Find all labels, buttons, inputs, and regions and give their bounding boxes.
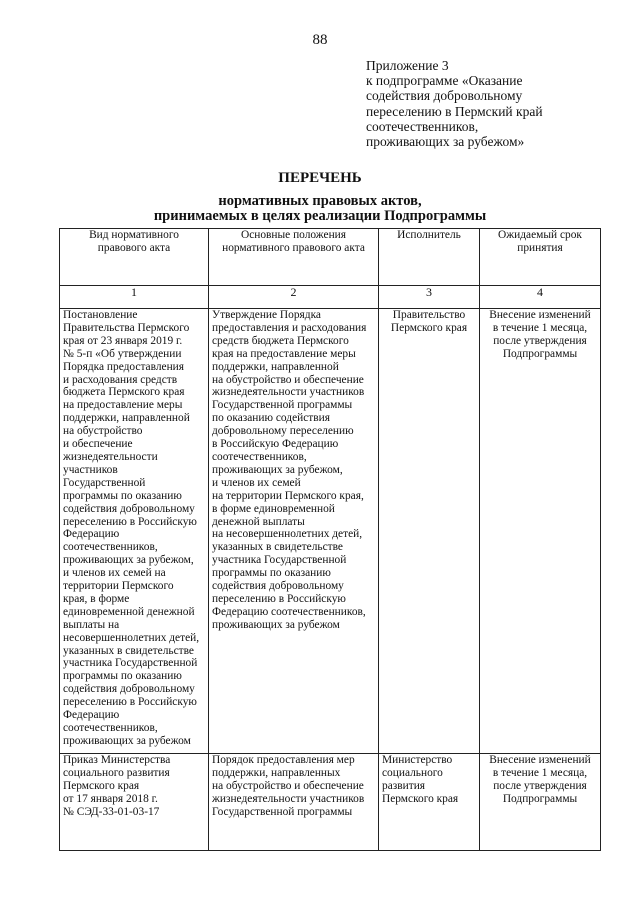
appendix-line: к подпрограмме «Оказание	[366, 73, 523, 89]
cell-deadline	[480, 754, 601, 851]
header-provisions	[209, 229, 379, 286]
cell-line: жизнедеятельности участников	[212, 792, 365, 805]
cell-line: Внесение изменений	[489, 309, 591, 321]
cell-line: проживающих за рубежом,	[212, 463, 343, 476]
table-row	[60, 754, 601, 851]
heading-title: ПЕРЕЧЕНЬ	[278, 170, 362, 186]
cell-act-type	[60, 754, 209, 851]
header-executor	[379, 229, 480, 286]
cell-line: социального развития	[63, 766, 170, 779]
cell-line: и расходования средств	[63, 373, 178, 386]
header-act-type	[60, 229, 209, 286]
cell-line: денежной выплаты	[212, 515, 305, 528]
cell-line: после утверждения	[493, 779, 587, 792]
cell-line: Федерацию	[63, 709, 120, 722]
cell-line: принятия	[517, 241, 563, 254]
appendix-line: переселению в Пермский край	[366, 103, 543, 119]
cell-line: социального	[382, 766, 443, 779]
cell-line: содействия добровольному	[212, 580, 344, 593]
cell-line: на предоставление меры	[63, 399, 183, 412]
cell-line: от 17 января 2018 г.	[63, 792, 158, 805]
column-number: 4	[480, 286, 601, 309]
table-header-row	[60, 229, 601, 286]
cell-line: и обеспечение	[63, 438, 133, 451]
appendix-line: Приложение 3	[366, 58, 449, 73]
cell-line: Государственной программы	[212, 399, 353, 412]
cell-line: участника Государственной	[63, 657, 198, 670]
cell-line: в течение 1 месяца,	[492, 766, 588, 779]
cell-line: соотечественников,	[63, 722, 158, 734]
cell-line: проживающих за рубежом,	[63, 554, 194, 567]
cell-line: на обустройство и обеспечение	[212, 373, 364, 386]
cell-line: № 5-п «Об утверждении	[63, 347, 182, 360]
cell-line: переселению в Российскую	[212, 592, 346, 605]
cell-line: содействия добровольному	[63, 502, 195, 515]
cell-line: по оказанию содействия	[212, 412, 330, 425]
cell-line: участников	[63, 463, 118, 476]
cell-line: программы по оказанию	[212, 567, 331, 580]
column-number-row	[60, 286, 601, 309]
cell-line: на территории Пермского края,	[212, 489, 364, 502]
cell-line: жизнедеятельности	[63, 450, 158, 463]
cell-line: соотечественников,	[63, 541, 158, 554]
cell-line: Вид нормативного	[89, 229, 179, 241]
cell-line: поддержки, направленной	[63, 412, 190, 425]
cell-line: развития	[382, 779, 426, 792]
cell-line: после утверждения	[493, 334, 587, 347]
cell-line: средств бюджета Пермского	[212, 334, 349, 347]
cell-line: добровольному переселению	[212, 425, 354, 438]
cell-line: Внесение изменений	[489, 754, 591, 766]
appendix-note	[366, 58, 616, 149]
cell-line: № СЭД-33-01-03-17	[63, 805, 160, 818]
cell-line: края на предоставление меры	[212, 347, 356, 360]
cell-line: Подпрограммы	[502, 792, 578, 805]
cell-line: несовершеннолетних детей,	[63, 631, 200, 644]
cell-line: Порядок предоставления мер	[212, 754, 355, 766]
cell-line: выплаты на	[63, 618, 120, 631]
cell-provisions	[209, 754, 379, 851]
cell-line: жизнедеятельности участников	[212, 386, 365, 399]
cell-executor	[379, 754, 480, 851]
cell-provisions	[209, 309, 379, 754]
cell-line: поддержки, направленных	[212, 766, 341, 779]
cell-line: на обустройство	[63, 425, 143, 438]
appendix-line: соотечественников,	[366, 118, 479, 134]
cell-line: Исполнитель	[397, 229, 461, 241]
cell-line: в Российскую Федерацию	[212, 438, 339, 451]
cell-line: территории Пермского	[63, 580, 174, 593]
cell-line: правового акта	[97, 241, 171, 254]
cell-line: единовременной денежной	[63, 605, 195, 618]
cell-line: Подпрограммы	[502, 347, 578, 360]
cell-line: переселению в Российскую	[63, 696, 197, 709]
table-row	[60, 309, 601, 754]
cell-line: Федерацию соотечественников,	[212, 605, 366, 618]
appendix-line: проживающих за рубежом»	[366, 134, 525, 150]
cell-line: проживающих за рубежом	[212, 618, 340, 631]
cell-line: Пермского края	[390, 321, 468, 334]
cell-executor	[379, 309, 480, 754]
cell-line: Правительство	[392, 309, 466, 321]
cell-act-type	[60, 309, 209, 754]
cell-line: указанных в свидетельстве	[63, 644, 194, 657]
cell-line: на несовершеннолетних детей,	[212, 528, 363, 541]
cell-line: края, в форме	[63, 592, 130, 605]
cell-line: Пермского края	[63, 779, 140, 792]
appendix-line: содействия добровольному	[366, 88, 523, 104]
cell-line: Правительства Пермского	[63, 321, 190, 334]
cell-line: указанных в свидетельстве	[212, 541, 343, 554]
cell-line: в форме единовременной	[212, 502, 335, 515]
cell-line: Государственной программы	[212, 805, 353, 818]
column-number: 3	[379, 286, 480, 309]
cell-line: содействия добровольному	[63, 683, 195, 696]
heading-subtitle-line: нормативных правовых актов,	[218, 193, 422, 209]
cell-line: Приказ Министерства	[63, 754, 171, 766]
cell-line: Ожидаемый срок	[498, 229, 582, 241]
cell-line: бюджета Пермского края	[63, 386, 185, 399]
cell-line: участника Государственной	[212, 554, 347, 567]
cell-line: программы по оказанию	[63, 670, 182, 683]
heading-subtitle-line: принимаемых в целях реализации Подпрограммы	[153, 208, 487, 224]
header-deadline	[480, 229, 601, 286]
cell-line: соотечественников,	[212, 450, 307, 463]
cell-line: Государственной	[63, 476, 146, 489]
column-number: 2	[209, 286, 379, 309]
cell-line: поддержки, направленной	[212, 360, 339, 373]
column-number: 1	[60, 286, 209, 309]
page-number: 88	[312, 32, 328, 48]
acts-table	[59, 228, 601, 851]
cell-line: Федерацию	[63, 528, 120, 541]
cell-line: Министерство	[382, 754, 453, 766]
cell-line: Постановление	[63, 309, 138, 321]
cell-line: Пермского края	[382, 792, 459, 805]
cell-line: Порядка предоставления	[63, 360, 185, 373]
cell-line: нормативного правового акта	[222, 241, 365, 254]
cell-line: переселению в Российскую	[63, 515, 197, 528]
cell-line: на обустройство и обеспечение	[212, 779, 364, 792]
cell-line: в течение 1 месяца,	[492, 321, 588, 334]
cell-line: проживающих за рубежом	[63, 734, 191, 747]
cell-line: края от 23 января 2019 г.	[63, 334, 183, 347]
cell-deadline	[480, 309, 601, 754]
cell-line: и членов их семей	[212, 476, 301, 489]
cell-line: Утверждение Порядка	[212, 309, 321, 321]
cell-line: и членов их семей на	[63, 567, 166, 580]
cell-line: Основные положения	[240, 229, 347, 241]
cell-line: программы по оказанию	[63, 489, 182, 502]
cell-line: предоставления и расходования	[212, 321, 367, 334]
document-heading	[0, 170, 640, 224]
